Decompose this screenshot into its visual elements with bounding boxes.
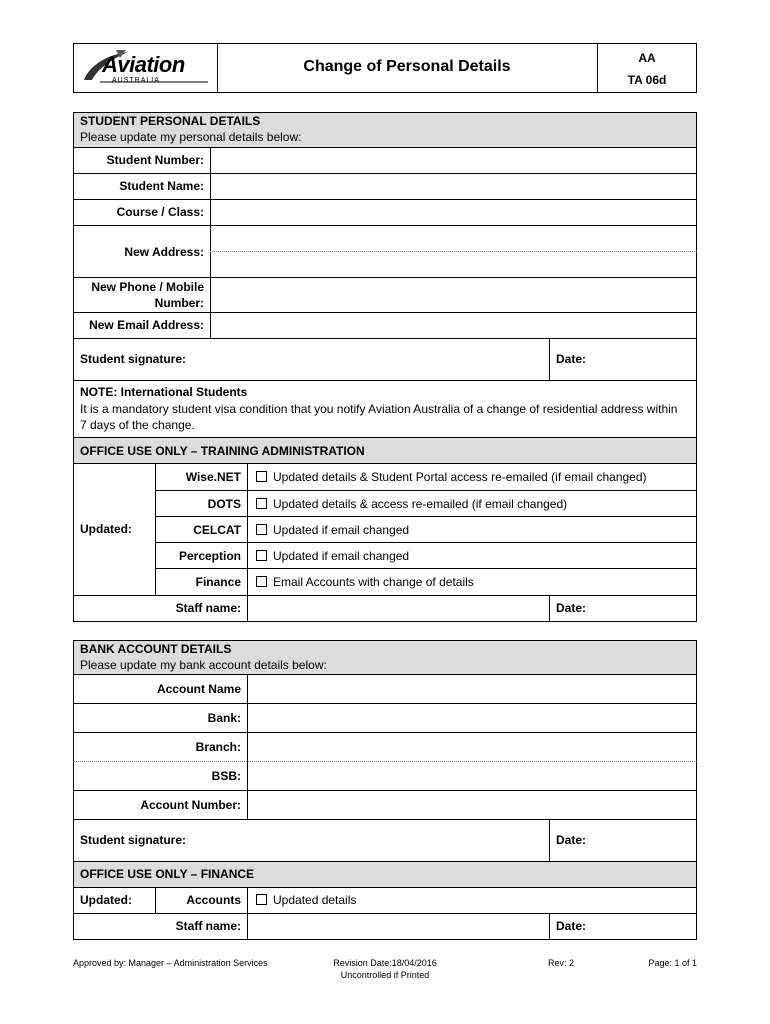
bank-signature-label: Student signature:: [80, 833, 187, 847]
logo-text: Aviation: [102, 52, 185, 77]
student-number-label: Student Number:: [106, 153, 204, 167]
office-finance-title: OFFICE USE ONLY – FINANCE: [80, 867, 255, 881]
account-number-label: Account Number:: [140, 798, 241, 812]
bank-section-title: BANK ACCOUNT DETAILS: [80, 642, 232, 656]
action-celcat-label: Updated if email changed: [273, 523, 410, 537]
bank-date-field[interactable]: [595, 820, 696, 861]
bsb-field[interactable]: [248, 762, 696, 790]
bank-field[interactable]: [248, 704, 696, 732]
signature-date-label: Date:: [556, 352, 587, 366]
system-dots-label: DOTS: [207, 497, 241, 511]
finance-action-label: Updated details: [273, 893, 357, 907]
branch-field[interactable]: [248, 733, 696, 761]
footer-approved: Approved by: Manager – Administration Services: [73, 958, 268, 968]
admin-row-finance[interactable]: [256, 575, 474, 589]
student-number-field[interactable]: [211, 148, 696, 173]
checkbox-finance[interactable]: [256, 576, 267, 587]
checkbox-perception[interactable]: [256, 550, 267, 561]
checkbox-wisenet[interactable]: [256, 471, 267, 482]
admin-date-field[interactable]: [595, 596, 696, 621]
system-wisenet-label: Wise.NET: [185, 470, 241, 484]
course-class-label: Course / Class:: [116, 205, 204, 219]
bank-section-subtitle: Please update my bank account details below:: [80, 658, 327, 672]
new-address-label: New Address:: [124, 245, 204, 259]
footer-rev: Rev: 2: [548, 958, 575, 968]
admin-row-celcat[interactable]: [256, 523, 409, 537]
admin-date-label: Date:: [556, 601, 587, 615]
account-name-label: Account Name: [156, 682, 241, 696]
student-signature-label: Student signature:: [80, 352, 187, 366]
new-phone-label-line2: Number:: [154, 296, 204, 310]
finance-date-field[interactable]: [595, 914, 696, 939]
footer-page: Page: 1 of 1: [648, 958, 697, 968]
student-name-label: Student Name:: [119, 179, 204, 193]
action-dots-label: Updated details & access re-emailed (if email changed): [273, 497, 568, 511]
footer-uncontrolled: Uncontrolled if Printed: [340, 970, 430, 980]
admin-staff-name-label: Staff name:: [175, 601, 241, 615]
finance-date-label: Date:: [556, 919, 587, 933]
footer-revision: Revision Date:18/04/2016: [333, 958, 437, 968]
new-phone-field[interactable]: [211, 278, 696, 312]
admin-row-dots[interactable]: [256, 497, 567, 511]
new-address-field[interactable]: [211, 226, 696, 277]
bank-label: Bank:: [207, 711, 241, 725]
action-wisenet-label: Updated details & Student Portal access re-emailed (if email changed): [273, 470, 647, 484]
note-title: NOTE: International Students: [80, 385, 248, 399]
finance-accounts-label: Accounts: [186, 893, 241, 907]
new-phone-label-line1: New Phone / Mobile: [91, 280, 204, 294]
system-celcat-label: CELCAT: [193, 523, 241, 537]
form-code-bottom: TA 06d: [627, 73, 667, 87]
admin-staff-name-field[interactable]: [248, 596, 548, 621]
bank-date-label: Date:: [556, 833, 587, 847]
form-code-top: AA: [638, 51, 656, 65]
checkbox-celcat[interactable]: [256, 524, 267, 535]
admin-row-perception[interactable]: [256, 549, 409, 563]
bank-signature-field[interactable]: [200, 820, 548, 861]
account-number-field[interactable]: [248, 791, 696, 819]
action-finance-label: Email Accounts with change of details: [273, 575, 474, 589]
finance-staff-name-field[interactable]: [248, 914, 548, 939]
signature-date-field[interactable]: [595, 339, 696, 380]
student-name-field[interactable]: [211, 174, 696, 199]
aviation-logo: [80, 46, 212, 90]
system-perception-label: Perception: [178, 549, 241, 563]
personal-section-subtitle: Please update my personal details below:: [80, 130, 302, 144]
account-name-field[interactable]: [248, 675, 696, 703]
bsb-label: BSB:: [211, 769, 241, 783]
admin-row-wisenet[interactable]: [256, 470, 647, 484]
personal-section-title: STUDENT PERSONAL DETAILS: [80, 114, 261, 128]
admin-updated-label: Updated:: [80, 522, 132, 536]
student-signature-field[interactable]: [200, 339, 548, 380]
logo-subtext: AUSTRALIA: [112, 77, 160, 84]
branch-label: Branch:: [195, 740, 241, 754]
page-title: Change of Personal Details: [303, 58, 511, 75]
office-admin-title: OFFICE USE ONLY – TRAINING ADMINISTRATION: [80, 444, 365, 458]
system-finance-label: Finance: [195, 575, 241, 589]
new-email-label: New Email Address:: [89, 318, 204, 332]
note-text: It is a mandatory student visa condition that you notify Aviation Australia of a change of residential address within 7 days of the change.: [80, 402, 678, 432]
checkbox-accounts[interactable]: [256, 894, 267, 905]
course-class-field[interactable]: [211, 200, 696, 225]
finance-updated-label: Updated:: [80, 893, 132, 907]
action-perception-label: Updated if email changed: [273, 549, 410, 563]
finance-row-accounts[interactable]: [256, 893, 356, 907]
checkbox-dots[interactable]: [256, 498, 267, 509]
finance-staff-name-label: Staff name:: [175, 919, 241, 933]
new-email-field[interactable]: [211, 313, 696, 338]
